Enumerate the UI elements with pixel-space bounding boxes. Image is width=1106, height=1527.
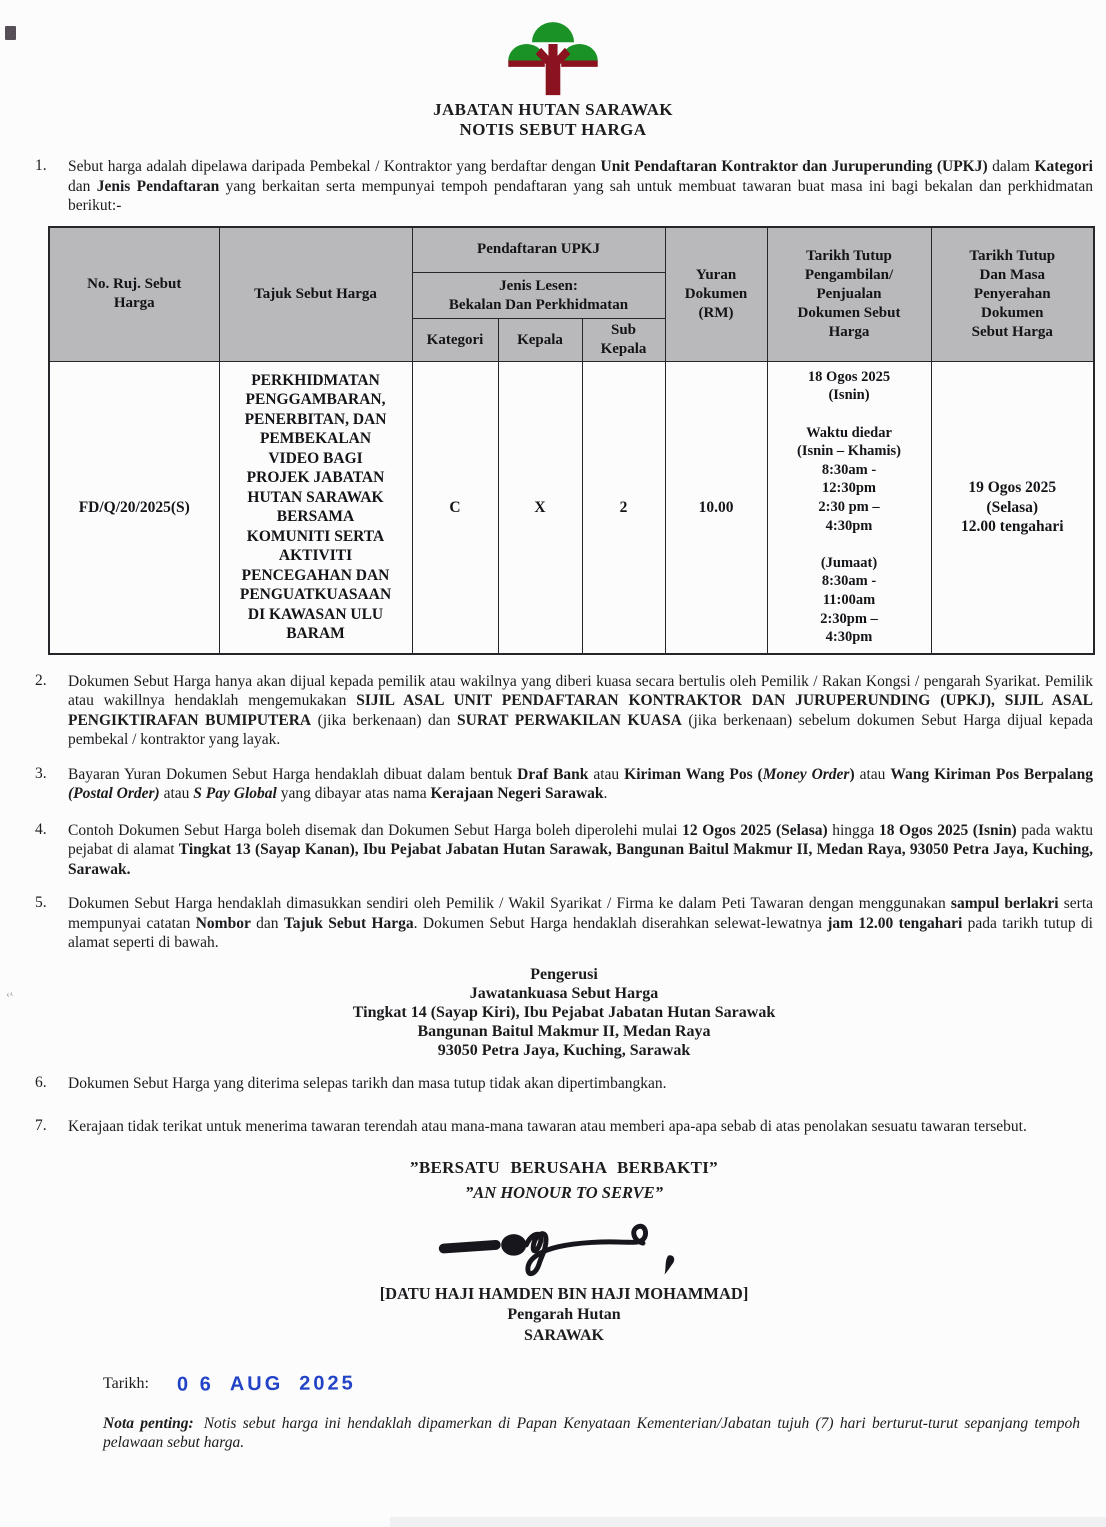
item-text [68, 672, 1093, 750]
text-segment: Draf Bank [517, 765, 589, 783]
cell-head: X [498, 362, 582, 654]
text-segment: 18 Ogos 2025 (Isnin) [878, 821, 1017, 839]
address-line: Bangunan Baitul Makmur II, Medan Raya [417, 1022, 711, 1040]
text-segment: 12 Ogos 2025 (Selasa) [682, 821, 828, 839]
text-segment: (jika berkenaan) dan [311, 711, 458, 729]
text-segment: Dokumen Sebut Harga yang diterima selepas tarikh dan masa tutup tidak akan dipertimbangkan. [68, 1074, 667, 1092]
text-segment: Unit Pendaftaran Kontraktor dan Juruperunding (UPKJ) [600, 158, 988, 175]
cell-ref-no: FD/Q/20/2025(S) [49, 362, 219, 654]
cell-sale-closing: 18 Ogos 2025 (Isnin) Waktu diedar (Isnin – Khamis) 8:30am - 12:30pm 2:30 pm – 4:30pm (Jumaat) 8:30am - 11:00am 2:30pm – 4:30pm [767, 362, 931, 654]
text-segment: Dokumen Sebut Harga hendaklah dimasukkan sendiri oleh Pemilik / Wakil Syarikat / Firma ke dalam Peti Tawaran dengan menggunakan [68, 895, 951, 912]
page-title: NOTIS SEBUT HARGA [459, 120, 647, 139]
text-segment: atau [159, 785, 194, 802]
text-segment: SURAT PERWAKILAN KUASA [457, 711, 682, 729]
text-segment: atau [854, 765, 891, 783]
notice-item-5 [35, 894, 1093, 953]
text-segment: S Pay Global [193, 785, 277, 802]
item-text [68, 765, 1093, 804]
note-label: Nota penting: [103, 1414, 194, 1432]
text-segment: ) [849, 765, 855, 783]
item-number: 2. [35, 671, 47, 689]
date-label: Tarikh: [103, 1375, 149, 1392]
document-body [0, 157, 1106, 1453]
column-header-subhead: Sub Kepala [582, 319, 665, 362]
item-text [68, 894, 1093, 953]
text-segment: (jika berkenaan) sebelum dokumen Sebut Harga dijual kepada pembekal / kontraktor yang layak. [68, 711, 1093, 748]
notice-item-3 [35, 765, 1093, 804]
motto-english: ”AN HONOUR TO SERVE” [465, 1182, 663, 1202]
column-header-fee: Yuran Dokumen (RM) [665, 227, 767, 362]
note-text: Notis sebut harga ini hendaklah dipamerkan di Papan Kenyataan Kementerian/Jabatan tujuh (7) hari berturut-turut sepanjang tempoh pelawaan sebut harga. [103, 1414, 1080, 1451]
item-number: 7. [35, 1117, 47, 1134]
notice-item-6 [35, 1074, 1093, 1094]
motto-malay: ”BERSATU BERUSAHA BERBAKTI” [410, 1157, 718, 1177]
text-segment: Sebut harga adalah dipelawa daripada Pembekal / Kontraktor yang berdaftar dengan [68, 158, 601, 175]
cell-subhead: 2 [582, 362, 665, 654]
cell-fee: 10.00 [665, 362, 767, 654]
stamp-day: 0 6 [176, 1372, 214, 1396]
item-number: 6. [35, 1073, 47, 1091]
address-line: 93050 Petra Jaya, Kuching, Sarawak [437, 1041, 691, 1059]
text-segment: dan [250, 914, 284, 932]
department-motto [35, 1158, 1093, 1203]
text-segment: Wang Kiriman Pos Berpalang [890, 765, 1093, 783]
notice-item-4 [35, 821, 1093, 880]
text-segment: (Postal Order) [68, 785, 160, 802]
document-header [0, 0, 1106, 140]
table-row [49, 362, 1094, 654]
item-number: 1. [35, 157, 47, 174]
text-segment: jam 12.00 tengahari [827, 914, 963, 932]
text-segment: Money Order [762, 765, 850, 783]
text-segment: pada waktu pejabat di alamat [68, 821, 1094, 858]
text-segment: dan [68, 177, 97, 195]
text-segment: Kerajaan Negeri Sarawak [430, 785, 604, 802]
text-segment: Kategori [1034, 158, 1093, 175]
text-segment: sampul berlakri [950, 895, 1059, 912]
text-segment: . Dokumen Sebut Harga hendaklah diserahkan selewat-lewatnya [413, 914, 828, 932]
text-segment: Jenis Pendaftaran [96, 177, 220, 195]
item-text [68, 157, 1093, 216]
text-segment: yang dibayar atas nama [276, 785, 431, 802]
text-segment: Contoh Dokumen Sebut Harga boleh disemak dan Dokumen Sebut Harga boleh diperolehi mulai [68, 821, 683, 839]
item-text [68, 821, 1093, 880]
text-segment: Kerajaan tidak terikat untuk menerima tawaran terendah atau mana-mana tawaran atau memberi apa-apa sebab di atas penolakan sesuatu tawaran tersebut. [68, 1118, 1027, 1135]
stamp-month: AUG [229, 1372, 284, 1395]
notice-item-7 [35, 1117, 1093, 1137]
important-note [103, 1414, 1080, 1453]
text-segment: atau [588, 765, 625, 783]
column-header-close-sale: Tarikh Tutup Pengambilan/ Penjualan Dokumen Sebut Harga [767, 227, 931, 362]
signatory-block [35, 1284, 1093, 1346]
item-text [68, 1117, 1093, 1137]
signature-scribble [429, 1209, 699, 1279]
text-segment: Dokumen Sebut Harga hanya akan dijual kepada pemilik atau wakilnya yang diberi kuasa secara bertulis oleh Pemilik / Rakan Kongsi / pengarah Syarikat. Pemilik atau wakillnya hendaklah mengemukakan [68, 672, 1093, 709]
item-text [68, 1074, 1093, 1094]
signatory-region: SARAWAK [523, 1326, 604, 1344]
column-group-upkj: Pendaftaran UPKJ [412, 227, 665, 273]
text-segment: yang berkaitan serta mempunyai tempoh pendaftaran yang sah untuk membuat tawaran buat masa ini bagi bekalan dan perkhidmatan berikut:- [68, 177, 1094, 214]
notice-item-2 [35, 672, 1093, 750]
column-header-category: Kategori [412, 319, 498, 362]
item-number: 3. [35, 764, 47, 782]
signatory-name: [DATU HAJI HAMDEN BIN HAJI MOHAMMAD] [379, 1283, 749, 1303]
notice-item-1 [35, 157, 1093, 216]
column-header-title: Tajuk Sebut Harga [219, 227, 412, 362]
text-segment: Tingkat 13 (Sayap Kanan), Ibu Pejabat Jabatan Hutan Sarawak, Bangunan Baitul Makmur II, Medan Raya, 93050 Petra Jaya, Kuching, Sarawak. [68, 841, 1093, 878]
column-header-close-submit: Tarikh Tutup Dan Masa Penyerahan Dokumen Sebut Harga [931, 227, 1094, 362]
column-group-license-type: Jenis Lesen: Bekalan Dan Perkhidmatan [412, 273, 665, 319]
text-segment: pada tarikh tutup di alamat seperti di bawah. [68, 914, 1093, 951]
quotation-table [48, 226, 1095, 655]
agency-name: JABATAN HUTAN SARAWAK [433, 100, 673, 119]
address-line: Jawatankuasa Sebut Harga [469, 984, 659, 1002]
stamp-year: 2025 [299, 1371, 356, 1395]
text-segment: SIJIL ASAL UNIT PENDAFTARAN KONTRAKTOR DAN JURUPERUNDING (UPKJ), SIJIL ASAL PENGIKTIRAFAN BUMIPUTERA [68, 692, 1094, 729]
date-stamp [177, 1372, 356, 1396]
text-segment: serta mempunyai catatan [68, 895, 1094, 932]
cell-category: C [412, 362, 498, 654]
address-line: Tingkat 14 (Sayap Kiri), Ibu Pejabat Jabatan Hutan Sarawak [352, 1003, 776, 1021]
date-row [103, 1373, 1093, 1396]
signature-area [35, 1209, 1093, 1346]
column-header-head: Kepala [498, 319, 582, 362]
forest-department-tree-icon [505, 13, 601, 97]
text-segment: hingga [827, 821, 879, 839]
cell-quotation-title: PERKHIDMATAN PENGGAMBARAN, PENERBITAN, DAN PEMBEKALAN VIDEO BAGI PROJEK JABATAN HUTAN SARAWAK BERSAMA KOMUNITI SERTA AKTIVITI PENCEGAHAN DAN PENGUATKUASAAN DI KAWASAN ULU BARAM [219, 362, 412, 654]
scan-artifact-band [390, 1517, 1106, 1527]
scan-artifact-mark [5, 26, 16, 40]
text-segment: Kiriman Wang Pos ( [624, 765, 763, 783]
scan-artifact-mark: ‹‹ [4, 987, 15, 1001]
text-segment: dalam [987, 158, 1035, 175]
column-header-ref-no: No. Ruj. Sebut Harga [49, 227, 219, 362]
text-segment: Nombor [195, 914, 251, 932]
text-segment: Bayaran Yuran Dokumen Sebut Harga hendaklah dibuat dalam bentuk [68, 765, 518, 783]
submission-address [35, 965, 1093, 1060]
table-header [49, 227, 1094, 362]
text-segment: . [603, 785, 608, 802]
signatory-title: Pengarah Hutan [507, 1305, 621, 1323]
item-number: 4. [35, 820, 47, 838]
address-line: Pengerusi [530, 965, 598, 983]
cell-submit-closing: 19 Ogos 2025 (Selasa) 12.00 tengahari [931, 362, 1094, 654]
text-segment: Tajuk Sebut Harga [283, 914, 414, 932]
item-number: 5. [35, 894, 47, 911]
